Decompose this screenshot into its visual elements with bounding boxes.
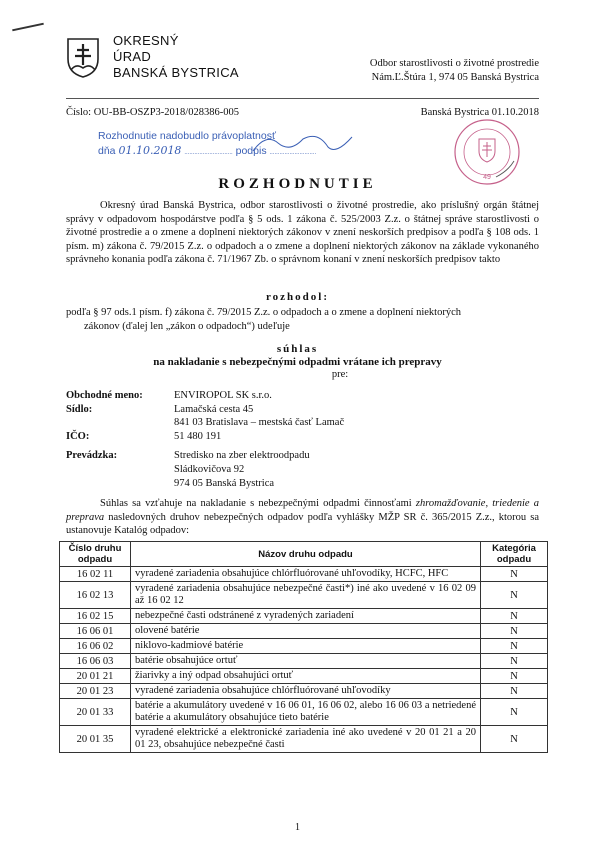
consent-subtitle: na nakladanie s nebezpečnými odpadmi vrátane ich prepravy	[153, 356, 442, 368]
legal-basis	[66, 306, 539, 333]
office-name-line: ÚRAD	[113, 49, 152, 64]
waste-category: N	[481, 582, 548, 609]
consent-scope-paragraph	[66, 497, 539, 538]
decision-heading: rozhodol:	[265, 291, 330, 303]
waste-code: 16 06 02	[60, 639, 131, 654]
waste-category: N	[481, 609, 548, 624]
waste-code: 20 01 35	[60, 726, 131, 753]
table-row	[60, 567, 548, 582]
seat-city: 841 03 Bratislava – mestská časť Lamač	[174, 417, 345, 428]
column-header-name: Názov druhu odpadu	[131, 542, 481, 567]
consent-scope-text: Súhlas sa vzťahuje na nakladanie s nebezpečnými odpadmi činnosťami	[100, 498, 416, 509]
waste-code: 16 02 11	[60, 567, 131, 582]
reference-number: Číslo: OU-BB-OSZP3-2018/028386-005	[66, 107, 239, 118]
office-name-line: BANSKÁ BYSTRICA	[113, 65, 239, 80]
waste-name: niklovo-kadmiové batérie	[131, 639, 481, 654]
waste-category: N	[481, 699, 548, 726]
validity-stamp: Rozhodnutie nadobudlo právoplatnosť dňa 01.10.2018 ............................. podpis ............................	[98, 129, 368, 163]
premises-city: 974 05 Banská Bystrica	[174, 478, 275, 489]
waste-code: 16 02 15	[60, 609, 131, 624]
table-row	[60, 684, 548, 699]
waste-catalog-table	[59, 541, 548, 753]
consent-scope-activities: zhromažďovanie, triedenie a preprava	[66, 498, 539, 523]
for-label: pre:	[331, 369, 349, 380]
street-address: Nám.Ľ.Štúra 1, 974 05 Banská Bystrica	[371, 72, 539, 83]
table-row	[60, 582, 548, 609]
waste-name: olovené batérie	[131, 624, 481, 639]
table-row	[60, 699, 548, 726]
department-name: Odbor starostlivosti o životné prostredie	[369, 58, 539, 69]
pen-stroke	[12, 23, 44, 32]
department-address	[370, 57, 539, 85]
stamp-podpis-label: podpis	[235, 145, 267, 157]
consent-heading: súhlas	[276, 343, 319, 355]
waste-name: vyradené zariadenia obsahujúce nebezpečné časti*) iné ako uvedené v 16 02 09 až 16 02 12	[131, 582, 481, 609]
column-header-category: Kategória odpadu	[481, 542, 548, 567]
seat-label: Sídlo:	[66, 403, 93, 415]
table-row	[60, 624, 548, 639]
waste-code: 20 01 23	[60, 684, 131, 699]
document-date: Banská Bystrica 01.10.2018	[420, 107, 539, 118]
company-name-value: ENVIROPOL SK s.r.o.	[174, 390, 272, 401]
waste-name: batérie obsahujúce ortuť	[131, 654, 481, 669]
page-number: 1	[295, 822, 300, 833]
table-row	[60, 726, 548, 753]
waste-name: vyradené zariadenia obsahujúce chlórfluórované uhľovodíky, HCFC, HFC	[131, 567, 481, 582]
office-name-line: OKRESNÝ	[113, 33, 179, 48]
waste-code: 16 02 13	[60, 582, 131, 609]
premises-label: Prevádzka:	[66, 450, 118, 461]
table-row	[60, 654, 548, 669]
office-name	[113, 33, 239, 81]
consent-scope-text: nasledovných druhov nebezpečných odpadov podľa vyhlášky MŽP SR č. 365/2015 Z.z., ktorou sa ustanovuje Katalóg odpadov:	[66, 511, 539, 536]
waste-category: N	[481, 684, 548, 699]
intro-paragraph: Okresný úrad Banská Bystrica, odbor starostlivosti o životné prostredie, ako príslušný orgán štátnej správy v odpadovom hospodárstve podľa § 5 ods. 1 zákona č. 525/2003 Z.z. o štátnej správe starostlivosti o životné prostredie a o zmene a doplnení niektorých zákonov v znení neskorších predpisov a podľa § 108 ods. 1 písm. m) zákona č. 79/2015 Z.z. o odpadoch a o zmene a doplnení niektorých zákonov na základe vykonaného správneho konania podľa zákona č. 71/1967 Zb. o správnom konaní v znení neskorších predpisov takto	[66, 200, 539, 265]
waste-category: N	[481, 654, 548, 669]
stamp-dna-label: dňa	[98, 145, 116, 157]
waste-code: 16 06 01	[60, 624, 131, 639]
ico-value: 51 480 191	[174, 430, 222, 442]
waste-code: 16 06 03	[60, 654, 131, 669]
coat-of-arms-icon	[66, 37, 100, 79]
legal-basis-line: podľa § 97 ods.1 písm. f) zákona č. 79/2015 Z.z. o odpadoch a o zmene a doplnení niektorých	[66, 307, 461, 318]
waste-name: vyradené zariadenia obsahujúce chlórfluórované uhľovodíky	[131, 684, 481, 699]
waste-code: 20 01 21	[60, 669, 131, 684]
waste-category: N	[481, 639, 548, 654]
waste-code: 20 01 33	[60, 699, 131, 726]
table-header-row	[60, 542, 548, 567]
table-row	[60, 669, 548, 684]
header-divider	[66, 98, 539, 99]
waste-name: batérie a akumulátory uvedené v 16 06 01, 16 06 02, alebo 16 06 03 a netriedené batérie a akumulátory obsahujúce tieto batérie	[131, 699, 481, 726]
column-header-code: Číslo druhu odpadu	[60, 542, 131, 567]
waste-name: nebezpečné časti odstránené z vyradených zariadení	[131, 609, 481, 624]
premises-name: Stredisko na zber elektroodpadu	[174, 450, 310, 461]
table-row	[60, 609, 548, 624]
waste-category: N	[481, 567, 548, 582]
seal-number: 49	[483, 174, 491, 181]
validity-stamp-text: Rozhodnutie nadobudlo právoplatnosť	[98, 130, 276, 142]
waste-category: N	[481, 669, 548, 684]
waste-name: žiarivky a iný odpad obsahujúci ortuť	[131, 669, 481, 684]
waste-category: N	[481, 624, 548, 639]
ico-label: IČO:	[66, 430, 90, 442]
company-name-label: Obchodné meno:	[66, 390, 143, 401]
waste-category: N	[481, 726, 548, 753]
legal-basis-line: zákonov (ďalej len „zákon o odpadoch“) udeľuje	[84, 320, 290, 332]
stamp-handwritten-date: 01.10.2018	[118, 144, 182, 157]
document-title: ROZHODNUTIE	[218, 176, 377, 192]
table-row	[60, 639, 548, 654]
signature-icon	[248, 129, 358, 159]
waste-name: vyradené elektrické a elektronické zariadenia iné ako uvedené v 20 01 21 a 20 01 23, obsahujúce nebezpečné časti	[131, 726, 481, 753]
premises-street: Sládkovičova 92	[174, 464, 245, 475]
seat-street: Lamačská cesta 45	[174, 403, 254, 415]
